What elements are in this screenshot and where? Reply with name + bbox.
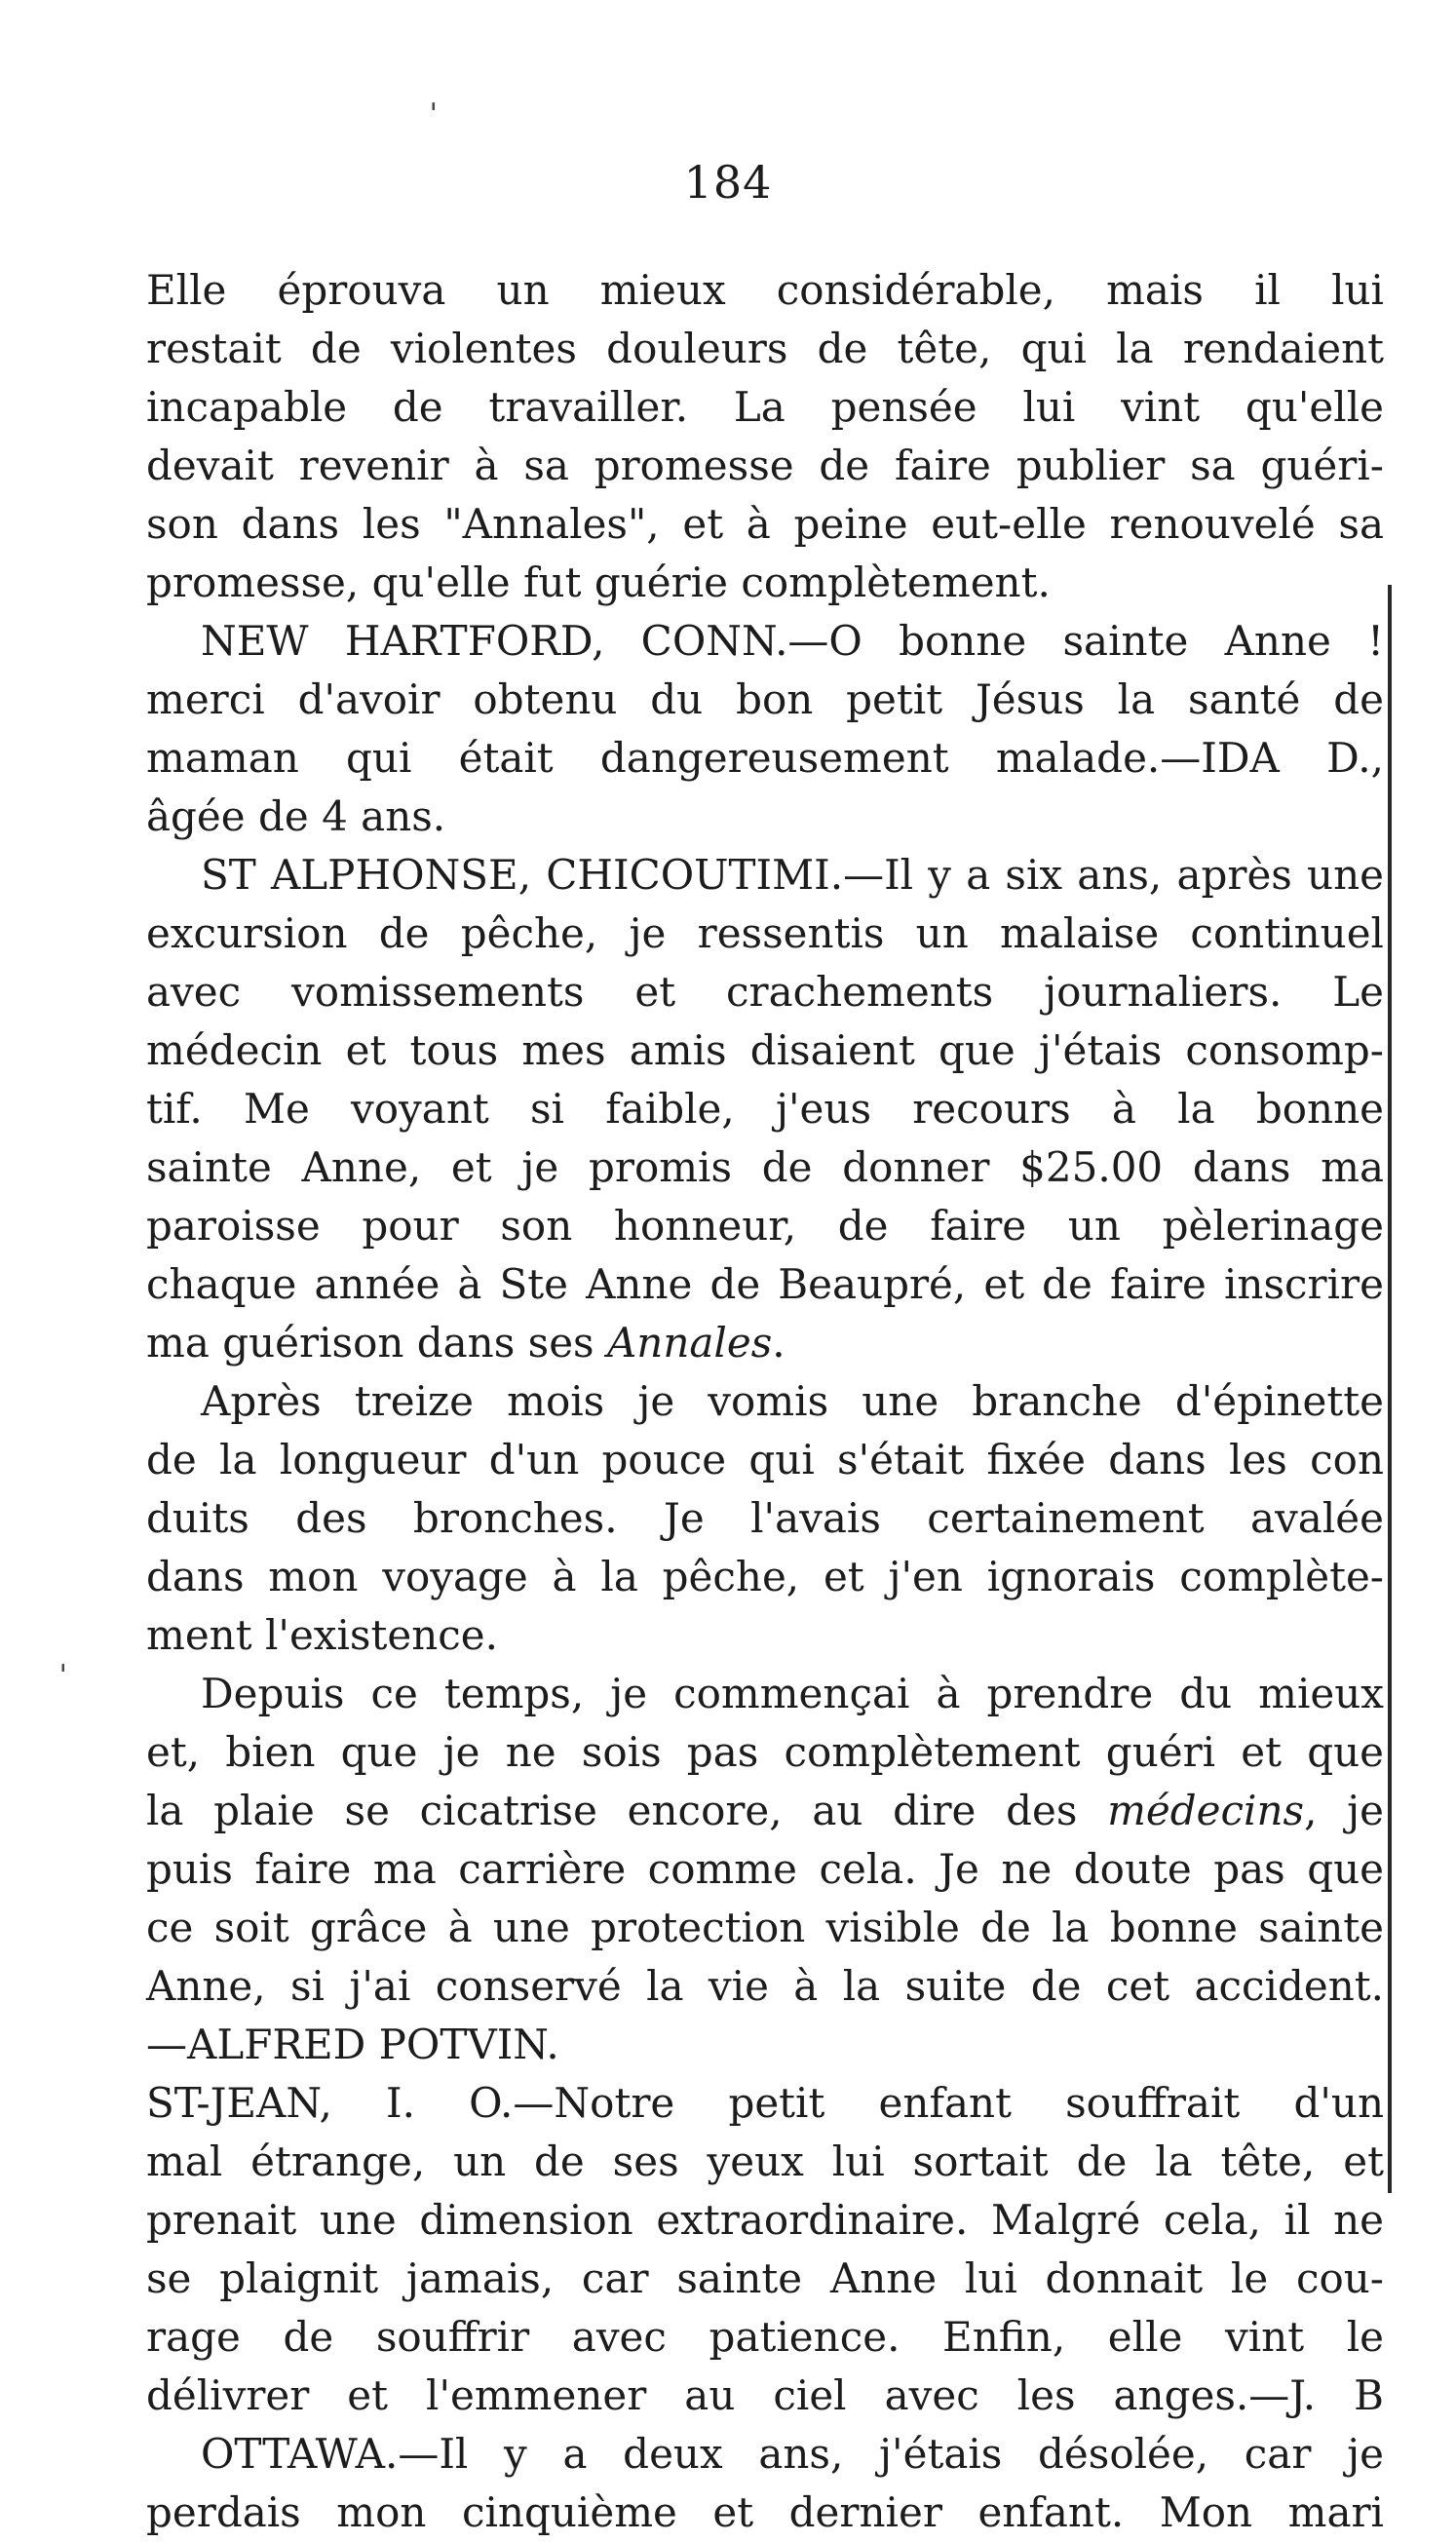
text-span: merci d'avoir obtenu du bon petit Jésus la santé de xyxy=(146,675,1384,723)
page-number: 184 xyxy=(683,156,773,209)
text-span: —Notre petit enfant souffrait d'un xyxy=(513,2079,1384,2127)
text-span: devait revenir à sa promesse de faire publier sa guéri- xyxy=(146,442,1384,489)
text-span: excursion de pêche, je ressentis un malaise continuel xyxy=(146,909,1384,957)
text-span: chaque année à Ste Anne de Beaupré, et de faire inscrire xyxy=(146,1260,1384,1308)
place-name: ST-JEAN, I. O. xyxy=(146,2079,514,2127)
paragraph xyxy=(146,846,1384,1372)
paragraph xyxy=(146,2425,1384,2542)
text-line xyxy=(146,1314,1384,1372)
text-line xyxy=(146,671,1384,729)
text-line xyxy=(146,1723,1384,1782)
text-line xyxy=(146,1255,1384,1314)
text-line xyxy=(146,1372,1384,1431)
text-line xyxy=(146,612,1384,671)
text-line xyxy=(146,1840,1384,1899)
text-span: de la longueur d'un pouce qui s'était fixée dans les con xyxy=(146,1436,1384,1483)
paragraph xyxy=(146,2074,1384,2425)
text-span: mal étrange, un de ses yeux lui sortait de la tête, et xyxy=(146,2138,1384,2185)
paragraph xyxy=(146,1372,1384,1665)
text-span: son dans les "Annales", et à peine eut-elle renouvelé sa xyxy=(146,500,1384,548)
scan-edge-line xyxy=(1388,585,1392,2193)
text-line xyxy=(146,2250,1384,2308)
text-line xyxy=(146,1782,1384,1840)
text-span: , xyxy=(1370,734,1384,782)
text-span: paroisse pour son honneur, de faire un pèlerinage xyxy=(146,1202,1384,1250)
text-line xyxy=(146,1138,1384,1197)
text-line xyxy=(146,261,1384,320)
text-span: puis faire ma carrière comme cela. Je ne doute pas que xyxy=(146,1845,1384,1893)
text-span: ma guérison dans ses xyxy=(146,1319,607,1367)
signature-line xyxy=(146,2016,1384,2074)
text-line xyxy=(146,1665,1384,1723)
text-line xyxy=(146,2133,1384,2191)
text-line xyxy=(146,1899,1384,1957)
italic-title: Annales xyxy=(606,1319,773,1367)
text-span: se plaignit jamais, car sainte Anne lui donnait le cou- xyxy=(146,2254,1384,2302)
text-span: âgée de 4 ans. xyxy=(146,792,446,840)
text-line xyxy=(146,1957,1384,2016)
text-line xyxy=(146,2191,1384,2250)
text-line xyxy=(146,1431,1384,1489)
text-span: Depuis ce temps, je commençai à prendre du mieux xyxy=(201,1670,1384,1717)
text-span: sainte Anne, et je promis de donner $25.00 dans ma xyxy=(146,1143,1384,1191)
text-span: et, bien que je ne sois pas complètement guéri et que xyxy=(146,1728,1384,1776)
signature-name: IDA D. xyxy=(1201,734,1371,782)
text-line xyxy=(146,2484,1384,2542)
text-span: délivrer et l'emmener au ciel avec les anges.—J. B xyxy=(146,2371,1384,2419)
text-span: prenait une dimension extraordinaire. Malgré cela, il ne xyxy=(146,2196,1384,2244)
text-span: ment l'existence. xyxy=(146,1611,498,1659)
text-span: Après treize mois je vomis une branche d'épinette xyxy=(201,1377,1384,1425)
body-text xyxy=(146,261,1384,2542)
text-line xyxy=(146,2425,1384,2484)
paragraph xyxy=(146,1665,1384,2074)
text-line xyxy=(146,554,1384,612)
text-span: rage de souffrir avec patience. Enfin, elle vint le xyxy=(146,2313,1384,2361)
text-span: promesse, qu'elle fut guérie complètement. xyxy=(146,558,1051,606)
text-line xyxy=(146,788,1384,846)
scan-speck: ˈ xyxy=(429,97,439,136)
text-span: restait de violentes douleurs de tête, qui la rendaient xyxy=(146,325,1384,372)
text-span: avec vomissements et crachements journaliers. Le xyxy=(146,968,1384,1016)
text-line xyxy=(146,2308,1384,2367)
place-name: ST ALPHONSE, CHICOUTIMI. xyxy=(201,851,844,899)
place-name: NEW HARTFORD, CONN. xyxy=(201,617,788,665)
text-span: tif. Me voyant si faible, j'eus recours à la bonne xyxy=(146,1085,1384,1133)
text-line xyxy=(146,963,1384,1021)
text-line xyxy=(146,1197,1384,1255)
text-span: —Il y a six ans, après une xyxy=(843,851,1384,899)
text-span: Anne, si j'ai conservé la vie à la suite de cet accident. xyxy=(146,1962,1384,2010)
paragraph xyxy=(146,612,1384,846)
text-span: médecin et tous mes amis disaient que j'étais consomp- xyxy=(146,1026,1384,1074)
text-span: incapable de travailler. La pensée lui vint qu'elle xyxy=(146,383,1384,431)
text-line xyxy=(146,495,1384,554)
text-span: perdais mon cinquième et dernier enfant. Mon mari xyxy=(146,2488,1384,2536)
text-line xyxy=(146,437,1384,495)
text-span: , je xyxy=(1304,1787,1384,1834)
text-line xyxy=(146,1606,1384,1665)
paragraph xyxy=(146,261,1384,612)
text-span: —Il y a deux ans, j'étais désolée, car je xyxy=(398,2430,1384,2478)
text-line xyxy=(146,729,1384,788)
text-line xyxy=(146,1548,1384,1606)
text-line xyxy=(146,846,1384,905)
text-line xyxy=(146,905,1384,963)
text-line xyxy=(146,378,1384,437)
signature-name: —ALFRED POTVIN. xyxy=(146,2021,559,2068)
text-line xyxy=(146,1489,1384,1548)
text-line xyxy=(146,2074,1384,2133)
italic-word: médecins xyxy=(1107,1787,1305,1834)
text-span: ce soit grâce à une protection visible de la bonne sainte xyxy=(146,1904,1384,1951)
text-span: —O bonne sainte Anne ! xyxy=(787,617,1385,665)
text-line xyxy=(146,1080,1384,1138)
place-name: OTTAWA. xyxy=(201,2430,399,2478)
text-line xyxy=(146,320,1384,378)
scan-speck: ˌ xyxy=(58,1637,68,1676)
text-span: la plaie se cicatrise encore, au dire des xyxy=(146,1787,1108,1834)
text-span: maman qui était dangereusement malade.— xyxy=(146,734,1202,782)
text-span: duits des bronches. Je l'avais certainement avalée xyxy=(146,1494,1384,1542)
text-span: dans mon voyage à la pêche, et j'en ignorais complète- xyxy=(146,1553,1384,1600)
text-line xyxy=(146,2367,1384,2425)
text-span: . xyxy=(772,1319,785,1367)
text-span: Elle éprouva un mieux considérable, mais il lui xyxy=(146,266,1384,314)
text-line xyxy=(146,1021,1384,1080)
